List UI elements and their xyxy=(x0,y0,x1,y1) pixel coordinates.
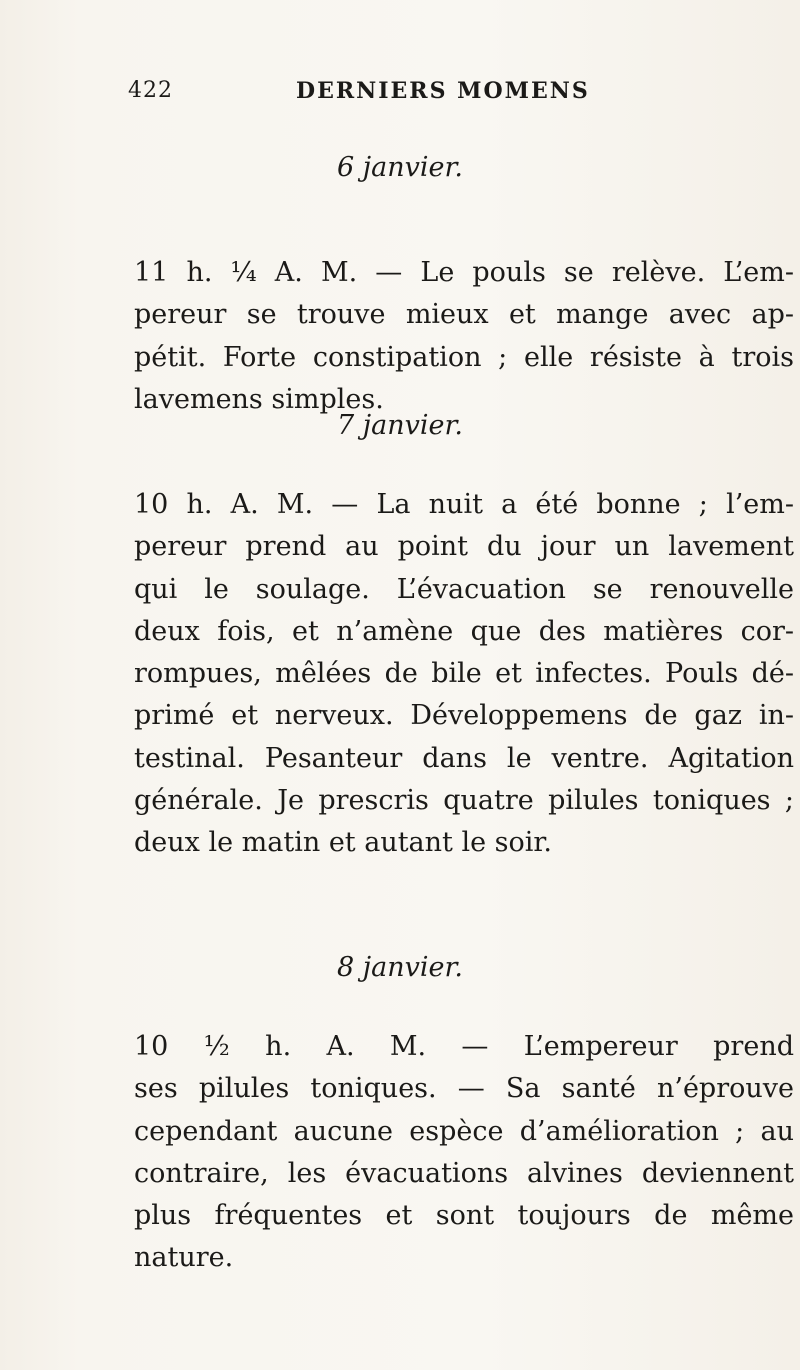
text-line: générale. Je prescris quatre pilules toniques ; xyxy=(134,785,794,817)
text-line: 11 h. ¼ A. M. — Le pouls se relève. L’em- xyxy=(134,257,794,288)
entry-date-6-janvier: 6 janvier. xyxy=(336,152,463,183)
text-line: 10 h. A. M. — La nuit a été bonne ; l’em- xyxy=(134,489,794,520)
text-line: deux fois, et n’amène que des matières cor- xyxy=(134,615,794,647)
text-line: nature. xyxy=(134,1242,234,1274)
text-line: lavemens simples. xyxy=(134,383,384,415)
entry-text-8-janvier xyxy=(134,1026,794,1280)
text-line: qui le soulage. L’évacuation se renouvelle xyxy=(134,573,794,605)
text-line: pereur se trouve mieux et mange avec ap- xyxy=(134,299,794,331)
entry-date-7-janvier: 7 janvier. xyxy=(336,410,463,441)
text-line: 10 ½ h. A. M. — L’empereur prend xyxy=(134,1031,794,1062)
running-head xyxy=(128,78,648,108)
running-title: DERNIERS MOMENS xyxy=(296,78,590,104)
entry-date-8-janvier: 8 janvier. xyxy=(336,952,463,983)
text-line: plus fréquentes et sont toujours de même xyxy=(134,1200,794,1232)
text-line: cependant aucune espèce d’amélioration ; au xyxy=(134,1115,794,1147)
text-line: ses pilules toniques. — Sa santé n’éprouve xyxy=(134,1073,794,1105)
text-line: testinal. Pesanteur dans le ventre. Agitation xyxy=(134,742,794,774)
text-line: rompues, mêlées de bile et infectes. Pouls dé- xyxy=(134,658,794,690)
text-line: contraire, les évacuations alvines deviennent xyxy=(134,1157,794,1189)
entry-text-7-janvier xyxy=(134,484,794,865)
text-line: pétit. Forte constipation ; elle résiste à trois xyxy=(134,341,794,373)
entry-text-6-janvier xyxy=(134,252,794,421)
text-line: deux le matin et autant le soir. xyxy=(134,827,552,859)
text-line: pereur prend au point du jour un lavement xyxy=(134,531,794,563)
text-line: primé et nerveux. Développemens de gaz in- xyxy=(134,700,794,732)
page-number: 422 xyxy=(128,78,173,103)
